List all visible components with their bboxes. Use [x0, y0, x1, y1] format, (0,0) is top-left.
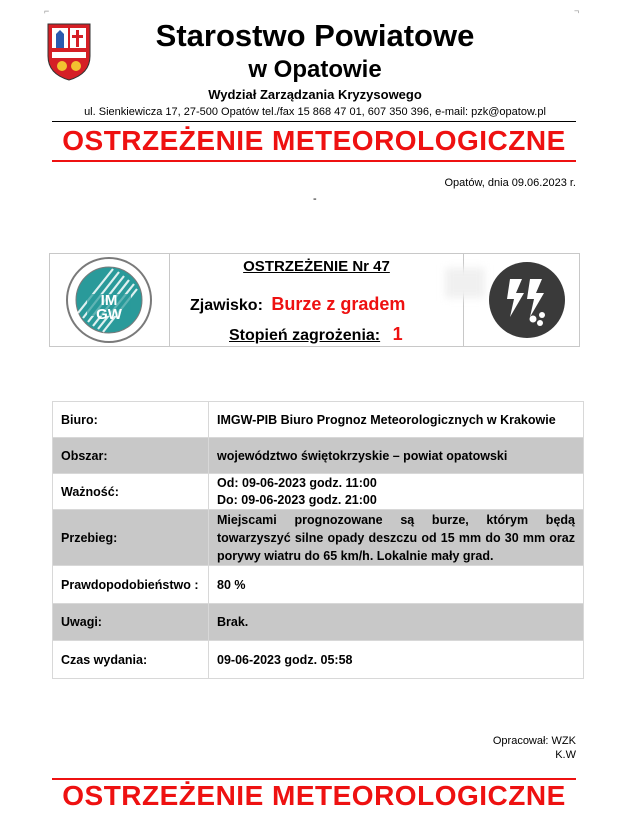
table-row — [53, 510, 584, 566]
row-value: 80 % — [209, 566, 584, 604]
warning-banner-bottom: OSTRZEŻENIE METEOROLOGICZNE — [62, 780, 566, 811]
level-label: Stopień zagrożenia: — [229, 327, 381, 344]
banner-divider-top — [52, 160, 576, 162]
department-name: Wydział Zarządzania Kryzysowego — [208, 87, 422, 102]
table-row — [53, 438, 584, 474]
phenomenon-line — [190, 294, 405, 315]
level-value: 1 — [392, 324, 403, 344]
imgw-logo-text: IM — [100, 292, 118, 309]
validity-from: Od: 09-06-2023 godz. 11:00 — [217, 475, 377, 490]
row-value: IMGW-PIB Biuro Prognoz Meteorologicznych w Krakowie — [209, 402, 584, 438]
table-row — [53, 402, 584, 438]
corner-mark-left: ⌐ — [44, 6, 50, 16]
office-subtitle: w Opatowie — [248, 56, 382, 83]
row-label: Prawdopodobieństwo : — [53, 566, 209, 604]
warning-number: OSTRZEŻENIE Nr 47 — [243, 258, 390, 275]
row-label: Biuro: — [53, 402, 209, 438]
corner-mark-right: ¬ — [574, 6, 580, 16]
issue-date: Opatów, dnia 09.06.2023 r. — [444, 177, 576, 189]
row-label: Uwagi: — [53, 604, 209, 641]
table-row — [53, 474, 584, 510]
row-value — [209, 474, 584, 510]
table-row — [53, 641, 584, 679]
imgw-logo-icon — [61, 256, 157, 344]
table-row — [53, 604, 584, 641]
table-row — [53, 566, 584, 604]
imgw-logo-text: GW — [96, 306, 122, 323]
row-label: Ważność: — [53, 474, 209, 510]
prepared-by — [493, 734, 576, 762]
row-value: Miejscami prognozowane są burze, którym będą towarzyszyć silne opady deszczu od 15 mm do 30 mm oraz porywy wiatru do 65 km/h. Lokalnie mały grad. — [209, 510, 584, 566]
warning-summary-box — [49, 253, 580, 347]
level-line — [229, 324, 403, 345]
row-value: województwo świętokrzyskie – powiat opatowski — [209, 438, 584, 474]
validity-to: Do: 09-06-2023 godz. 21:00 — [217, 492, 377, 507]
opatow-crest-icon — [46, 22, 92, 82]
header-divider — [52, 121, 576, 122]
contact-address: ul. Sienkiewicza 17, 27-500 Opatów tel./fax 15 868 47 01, 607 350 396, e-mail: pzk@opatow.pl — [84, 106, 546, 118]
phenomenon-label: Zjawisko: — [190, 297, 263, 314]
prepared-by-line: Opracował: WZK — [492, 735, 576, 747]
prepared-by-initials: K.W — [555, 749, 576, 761]
blurred-mark — [445, 268, 485, 298]
row-label: Przebieg: — [53, 510, 209, 566]
phenomenon-value: Burze z gradem — [271, 294, 406, 314]
office-title: Starostwo Powiatowe — [155, 18, 475, 53]
thunderstorm-hail-icon — [488, 261, 566, 339]
dash-mark: - — [313, 193, 317, 205]
row-value: 09-06-2023 godz. 05:58 — [209, 641, 584, 679]
row-value: Brak. — [209, 604, 584, 641]
row-label: Czas wydania: — [53, 641, 209, 679]
warning-banner-top: OSTRZEŻENIE METEOROLOGICZNE — [62, 125, 566, 156]
warning-details-table — [52, 401, 584, 679]
row-label: Obszar: — [53, 438, 209, 474]
